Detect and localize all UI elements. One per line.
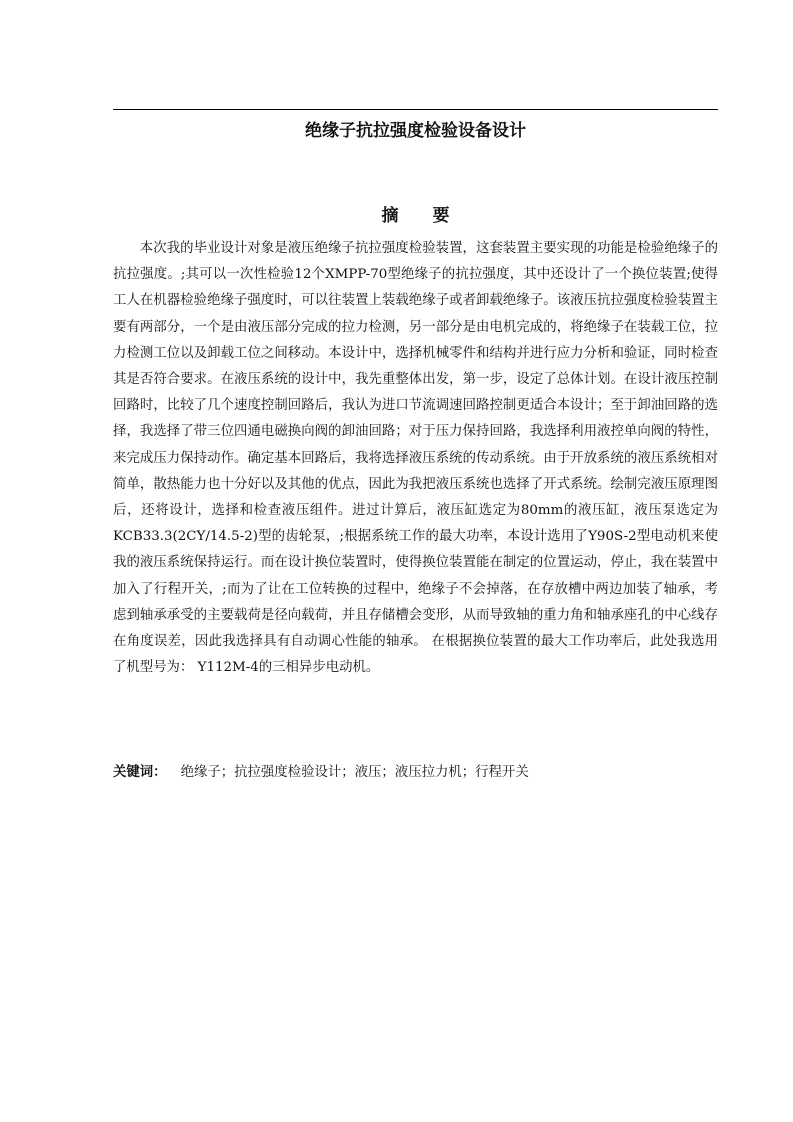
document-title: 绝缘子抗拉强度检验设备设计 xyxy=(305,121,526,141)
abstract-heading: 摘 要 xyxy=(381,206,464,226)
keywords-label: 关键词： xyxy=(113,765,167,780)
keywords-line xyxy=(113,760,718,786)
keywords-text: 绝缘子；抗拉强度检验设计；液压；液压拉力机；行程开关 xyxy=(180,765,529,780)
header-rule xyxy=(113,109,718,110)
abstract-body: 本次我的毕业设计对象是液压绝缘子抗拉强度检验装置，这套装置主要实现的功能是检验绝缘子的抗拉强度。;其可以一次性检验12个XMPP-70型绝缘子的抗拉强度，其中还设计了一个换位装置;使得工人在机器检验绝缘子强度时，可以往装置上装载绝缘子或者卸载绝缘子。该液压抗拉强度检验装置主要有两部分，一个是由液压部分完成的拉力检测，另一部分是由电机完成的，将绝缘子在装载工位，拉力检测工位以及卸载工位之间移动。本设计中，选择机械零件和结构并进行应力分析和验证，同时检查其是否符合要求。在液压系统的设计中，我先重整体出发，第一步，设定了总体计划。在设计液压控制回路时，比较了几个速度控制回路后，我认为进口节流调速回路控制更适合本设计；至于卸油回路的选择，我选择了带三位四通电磁换向阀的卸油回路；对于压力保持回路，我选择利用液控单向阀的特性，来完成压力保持动作。确定基本回路后，我将选择液压系统的传动系统。由于开放系统的液压系统相对简单，散热能力也十分好以及其他的优点，因此为我把液压系统也选择了开式系统。绘制完液压原理图后，还将设计，选择和检查液压组件。进过计算后，液压缸选定为80mm的液压缸，液压泵选定为KCB33.3(2CY/14.5-2)型的齿轮泵，;根据系统工作的最大功率，本设计选用了Y90S-2型电动机来使我的液压系统保持运行。而在设计换位装置时，使得换位装置能在制定的位置运动，停止，我在装置中加入了行程开关，;而为了让在工位转换的过程中，绝缘子不会掉落，在存放槽中两边加装了轴承，考虑到轴承承受的主要载荷是径向载荷，并且存储槽会变形，从而导致轴的重力角和轴承座孔的中心线存在角度误差，因此我选择具有自动调心性能的轴承。 在根据换位装置的最大工作功率后，此处我选用了机型号为： Y112M-4的三相异步电动机。 xyxy=(113,241,718,676)
